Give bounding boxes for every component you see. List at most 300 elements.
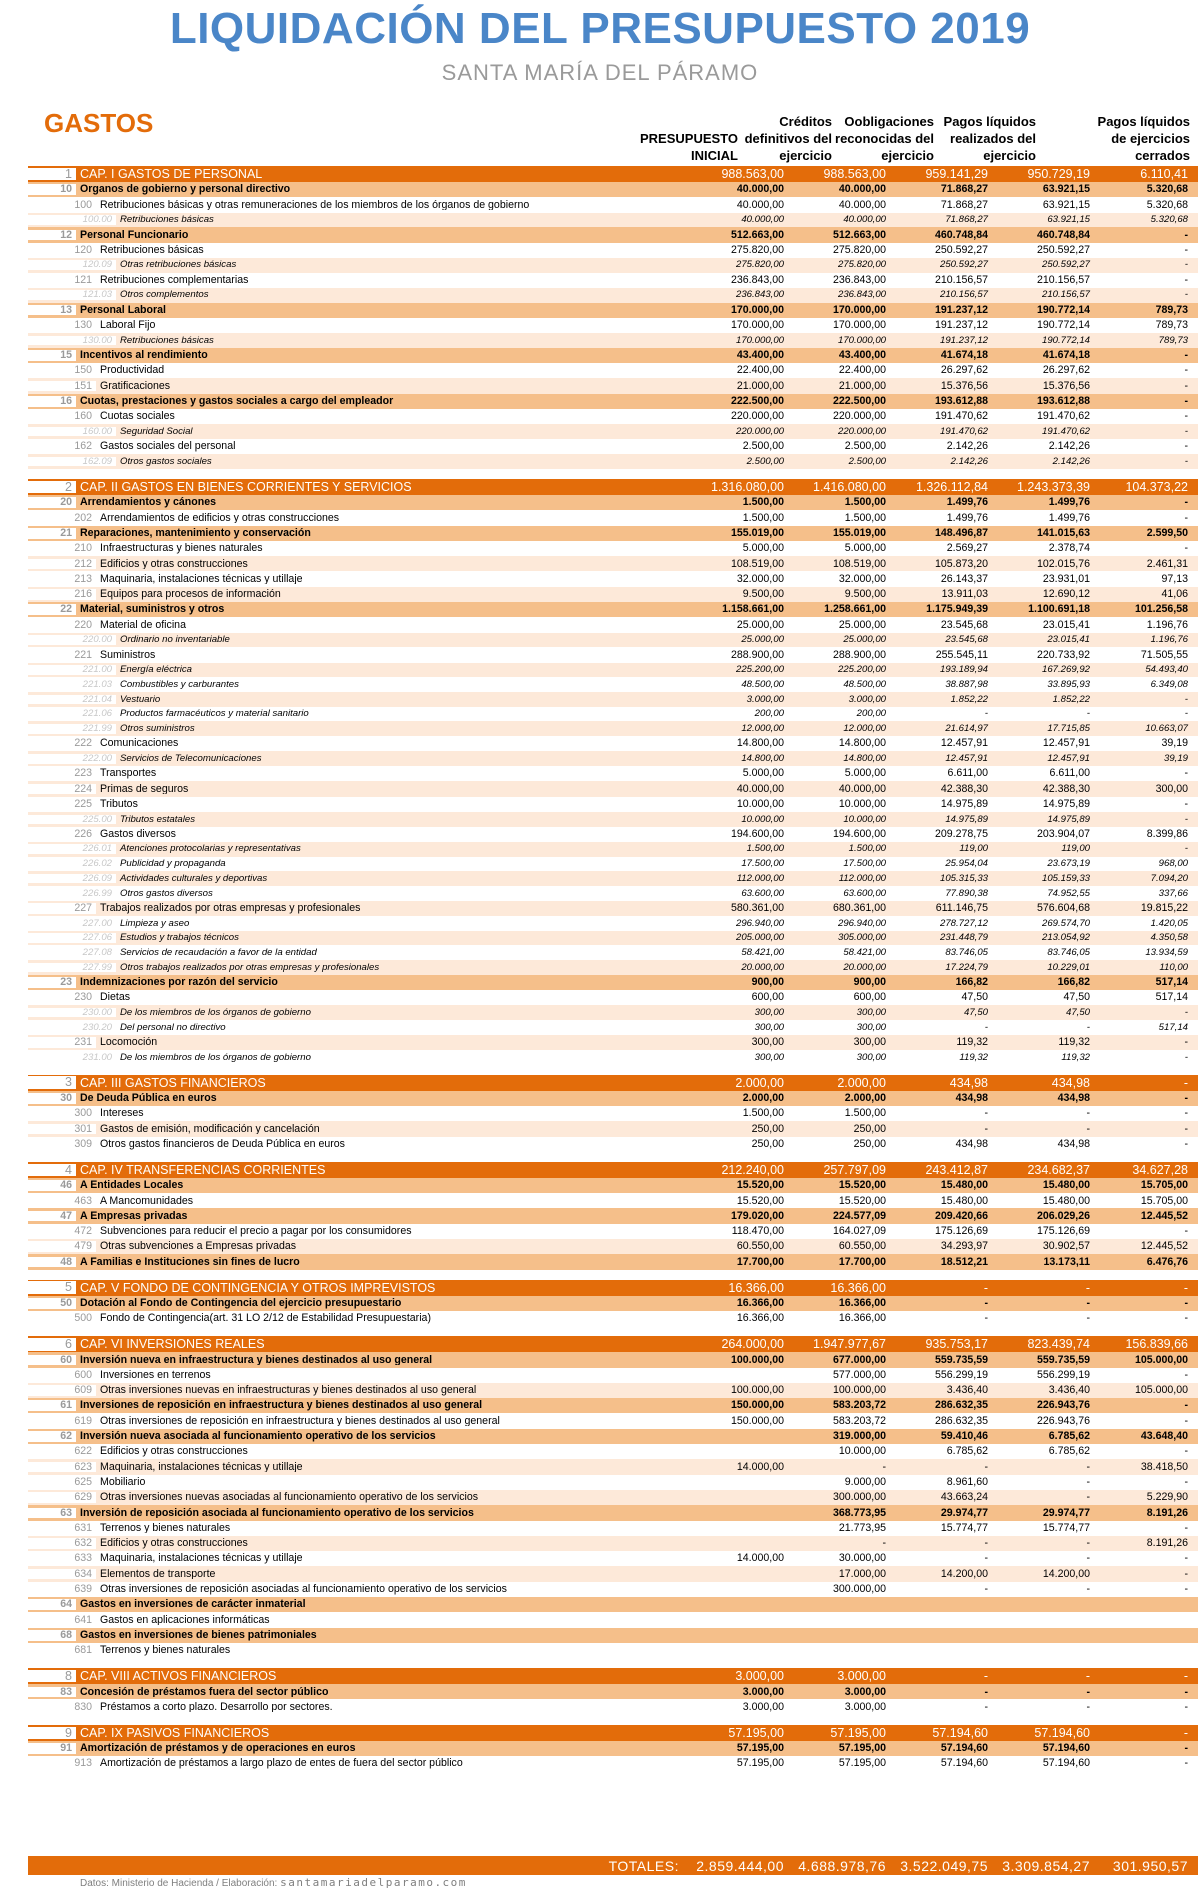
value-pagos-cerrados: 38.418,50 <box>1140 1460 1188 1473</box>
value-pagos-cerrados: 1.420,05 <box>1150 917 1188 929</box>
value-pagos-cerrados: 517,14 <box>1158 1021 1188 1033</box>
value-pagos-cerrados: - <box>1184 542 1188 555</box>
value-pagos-ejercicio: 12.457,91 <box>1042 737 1090 750</box>
row-label: A Entidades Locales <box>80 1180 184 1191</box>
value-obligaciones: - <box>984 1552 988 1565</box>
value-pagos-ejercicio: - <box>1086 1460 1090 1473</box>
value-creditos-definitivos: 220.000,00 <box>837 425 886 437</box>
value-pagos-cerrados: 15.705,00 <box>1140 1179 1188 1192</box>
value-obligaciones: 191.237,12 <box>934 319 988 332</box>
value-presupuesto-inicial: 179.020,00 <box>730 1209 784 1222</box>
value-pagos-cerrados: 789,73 <box>1155 319 1188 332</box>
value-creditos-definitivos: 288.900,00 <box>832 648 886 661</box>
value-obligaciones: 2.569,27 <box>946 542 988 555</box>
row-label: Dietas <box>100 992 131 1003</box>
value-presupuesto-inicial: 100.000,00 <box>730 1353 784 1366</box>
value-obligaciones: 119,00 <box>959 843 988 855</box>
value-creditos-definitivos: 25.000,00 <box>843 634 886 646</box>
row-code: 227 <box>28 903 96 914</box>
value-pagos-ejercicio: 47,50 <box>1063 991 1090 1004</box>
row-code: 21 <box>28 528 76 539</box>
concept-row <box>28 378 1198 393</box>
value-pagos-ejercicio: 1.499,76 <box>1048 496 1090 509</box>
value-creditos-definitivos: 108.519,00 <box>832 557 886 570</box>
value-presupuesto-inicial: 1.500,00 <box>742 1107 784 1120</box>
value-creditos-definitivos: 40.000,00 <box>838 782 886 795</box>
value-presupuesto-inicial: 5.000,00 <box>742 542 784 555</box>
value-creditos-definitivos: 1.500,00 <box>844 496 886 509</box>
value-pagos-cerrados: 5.229,90 <box>1146 1491 1188 1504</box>
value-obligaciones: 959.141,29 <box>925 167 988 181</box>
subconcept-row <box>28 1020 1198 1035</box>
row-code: 10 <box>28 184 76 195</box>
value-creditos-definitivos: 583.203,72 <box>832 1399 886 1412</box>
value-pagos-ejercicio: 823.439,74 <box>1027 1337 1090 1352</box>
row-label: Concesión de préstamos fuera del sector público <box>80 1686 329 1698</box>
concept-row <box>28 1521 1198 1536</box>
value-pagos-cerrados: 2.461,31 <box>1146 557 1188 570</box>
row-code: 300 <box>74 1107 92 1120</box>
value-pagos-cerrados: - <box>1184 243 1188 256</box>
row-label: Terrenos y bienes naturales <box>100 1645 231 1656</box>
value-obligaciones: - <box>983 1280 988 1295</box>
row-label: Personal Laboral <box>80 304 166 316</box>
row-code: 1 <box>28 168 76 181</box>
value-pagos-ejercicio: 226.943,76 <box>1036 1414 1090 1427</box>
value-obligaciones: 14.200,00 <box>940 1567 988 1580</box>
value-presupuesto-inicial: 57.195,00 <box>736 1757 784 1770</box>
row-label: Fondo de Contingencia(art. 31 LO 2/12 de Estabilidad Presupuestaria) <box>100 1313 431 1324</box>
footer-site: santamariadelparamo.com <box>280 1876 467 1889</box>
value-pagos-cerrados: - <box>1184 1006 1188 1018</box>
footer-credits <box>80 1876 467 1889</box>
value-creditos-definitivos: 16.366,00 <box>830 1280 886 1295</box>
row-label: Retribuciones básicas y otras remuneraciones de los miembros de los órganos de gobierno <box>100 199 530 211</box>
value-obligaciones: 15.480,00 <box>940 1179 988 1192</box>
value-pagos-cerrados: - <box>1184 693 1188 705</box>
row-code: 210 <box>74 542 92 555</box>
row-label: CAP. I GASTOS DE PERSONAL <box>80 167 263 181</box>
value-creditos-definitivos: 17.500,00 <box>843 858 886 870</box>
value-creditos-definitivos: 236.843,00 <box>837 289 886 301</box>
value-presupuesto-inicial: 108.519,00 <box>730 557 784 570</box>
value-presupuesto-inicial: 170.000,00 <box>735 334 784 346</box>
row-label: Inversión nueva en infraestructura y bienes destinados al uso general <box>80 1354 433 1366</box>
value-creditos-definitivos: 58.421,00 <box>843 946 886 958</box>
row-code: 629 <box>28 1492 96 1503</box>
value-obligaciones: 191.237,12 <box>934 303 988 316</box>
value-pagos-ejercicio: 559.735,59 <box>1036 1353 1090 1366</box>
value-obligaciones: - <box>984 1312 988 1325</box>
article-row <box>28 602 1198 617</box>
value-pagos-cerrados: 517,14 <box>1155 976 1188 989</box>
value-pagos-cerrados: - <box>1184 455 1188 467</box>
row-code: 120.09 <box>28 260 116 270</box>
spacer-row <box>28 1065 1198 1075</box>
value-pagos-ejercicio: 10.229,01 <box>1047 961 1090 973</box>
value-pagos-cerrados: 1.196,76 <box>1150 634 1188 646</box>
value-creditos-definitivos: 3.000,00 <box>837 1669 886 1684</box>
value-pagos-cerrados: - <box>1184 395 1188 408</box>
value-creditos-definitivos: 32.000,00 <box>838 572 886 585</box>
row-label: A Familias e Instituciones sin fines de lucro <box>80 1256 300 1268</box>
row-code: 50 <box>28 1298 76 1309</box>
value-pagos-cerrados: 300,00 <box>1155 782 1188 795</box>
value-pagos-cerrados: - <box>1184 798 1188 810</box>
value-creditos-definitivos: 3.000,00 <box>848 693 886 705</box>
row-label: Energía eléctrica <box>120 665 192 675</box>
row-label: Cuotas sociales <box>100 411 175 422</box>
row-label: Gratificaciones <box>100 380 171 392</box>
value-pagos-ejercicio: 2.142,26 <box>1048 440 1090 453</box>
column-header-creditos-definitivos: Créditos definitivos del ejercicio <box>744 114 832 163</box>
value-pagos-cerrados: 789,73 <box>1158 334 1188 346</box>
value-obligaciones: 611.146,75 <box>935 902 988 915</box>
value-creditos-definitivos: 220.000,00 <box>832 410 886 423</box>
row-label: CAP. V FONDO DE CONTINGENCIA Y OTROS IMPREVISTOS <box>80 1280 436 1295</box>
value-pagos-ejercicio: 1.100.691,18 <box>1028 603 1090 616</box>
value-pagos-cerrados: - <box>1184 410 1188 423</box>
concept-row <box>28 1383 1198 1398</box>
value-obligaciones: 935.753,17 <box>925 1337 988 1352</box>
article-row <box>28 227 1198 242</box>
subconcept-row <box>28 707 1198 722</box>
value-pagos-cerrados: - <box>1184 843 1188 855</box>
value-presupuesto-inicial: 222.500,00 <box>730 395 784 408</box>
value-obligaciones: - <box>984 1700 988 1713</box>
row-code: 5 <box>28 1281 76 1294</box>
value-obligaciones: 434,98 <box>955 1092 988 1105</box>
value-pagos-ejercicio: 6.785,62 <box>1048 1445 1090 1458</box>
value-presupuesto-inicial: 200,00 <box>754 708 784 720</box>
row-label: Combustibles y carburantes <box>120 679 239 690</box>
value-pagos-ejercicio: - <box>1086 1475 1090 1488</box>
chapter-row <box>28 479 1198 495</box>
value-obligaciones: 193.189,94 <box>939 664 988 676</box>
value-creditos-definitivos: 10.000,00 <box>838 798 886 810</box>
value-pagos-cerrados: - <box>1184 767 1188 780</box>
value-pagos-ejercicio: 23.015,41 <box>1047 634 1090 646</box>
value-creditos-definitivos: 164.027,09 <box>832 1225 886 1238</box>
value-pagos-ejercicio: - <box>1086 1312 1090 1325</box>
total-pagos-ejercicio: 3.309.854,27 <box>1002 1857 1090 1874</box>
value-pagos-ejercicio: - <box>1086 1297 1090 1309</box>
chapter-row <box>28 166 1198 182</box>
row-label: Gastos en aplicaciones informáticas <box>100 1614 270 1626</box>
value-pagos-cerrados: 39,19 <box>1163 752 1188 764</box>
value-pagos-cerrados: 12.445,52 <box>1140 1209 1188 1222</box>
value-pagos-cerrados: - <box>1184 1092 1188 1105</box>
row-label: Elementos de transporte <box>100 1568 216 1580</box>
row-code: 8 <box>28 1670 76 1683</box>
value-pagos-cerrados: - <box>1184 813 1188 825</box>
value-presupuesto-inicial: 22.400,00 <box>736 364 784 377</box>
value-pagos-ejercicio: 57.194,60 <box>1042 1757 1090 1770</box>
value-obligaciones: 119,32 <box>959 1051 988 1063</box>
value-creditos-definitivos: 1.947.977,67 <box>813 1337 886 1352</box>
subconcept-row <box>28 931 1198 946</box>
concept-row <box>28 409 1198 424</box>
value-creditos-definitivos: 16.366,00 <box>838 1312 886 1325</box>
value-creditos-definitivos: 200,00 <box>856 708 886 720</box>
value-obligaciones: 38.887,98 <box>945 678 988 690</box>
concept-row <box>28 1566 1198 1581</box>
value-pagos-ejercicio: - <box>1086 1107 1090 1120</box>
row-label: A Empresas privadas <box>80 1210 188 1222</box>
row-code: 472 <box>74 1225 92 1238</box>
value-pagos-cerrados: 5.320,68 <box>1146 198 1188 211</box>
value-pagos-ejercicio: 193.612,88 <box>1036 395 1090 408</box>
value-obligaciones: 12.457,91 <box>940 737 988 750</box>
row-label: Ordinario no inventariable <box>120 635 230 645</box>
value-creditos-definitivos: 600,00 <box>853 991 886 1004</box>
total-presupuesto-inicial: 2.859.444,00 <box>696 1857 784 1874</box>
value-pagos-cerrados: - <box>1184 273 1188 286</box>
value-obligaciones: 18.512,21 <box>940 1255 988 1268</box>
concept-row <box>28 571 1198 586</box>
value-pagos-ejercicio: 190.772,14 <box>1041 334 1090 346</box>
totals-row <box>28 1856 1198 1875</box>
article-row <box>28 1597 1198 1612</box>
value-pagos-cerrados: - <box>1184 1414 1188 1427</box>
value-obligaciones: 17.224,79 <box>945 961 988 973</box>
row-label: Inversión nueva asociada al funcionamiento operativo de los servicios <box>80 1431 436 1442</box>
row-label: Transportes <box>100 768 157 779</box>
value-presupuesto-inicial: 1.500,00 <box>742 496 784 509</box>
value-pagos-ejercicio: 119,00 <box>1061 843 1090 855</box>
chapter-row <box>28 1336 1198 1352</box>
row-code: 6 <box>28 1338 76 1351</box>
value-creditos-definitivos: 2.500,00 <box>848 455 886 467</box>
row-label: Retribuciones básicas <box>100 244 204 256</box>
value-presupuesto-inicial: 16.366,00 <box>728 1280 784 1295</box>
subconcept-row <box>28 721 1198 736</box>
row-label: Infraestructuras y bienes naturales <box>100 543 263 554</box>
row-code: 221.04 <box>28 695 116 705</box>
article-row <box>28 394 1198 409</box>
value-presupuesto-inicial: 1.316.080,00 <box>711 479 784 494</box>
value-pagos-cerrados: 39,19 <box>1161 737 1188 750</box>
row-code: 22 <box>28 604 76 615</box>
value-creditos-definitivos: 12.000,00 <box>843 722 886 734</box>
row-code: 230.00 <box>28 1008 116 1018</box>
row-code: 639 <box>74 1583 92 1596</box>
row-code: 225.00 <box>28 815 116 825</box>
row-label: Arrendamientos de edificios y otras construcciones <box>100 512 340 524</box>
value-pagos-ejercicio: - <box>1086 1021 1090 1033</box>
value-presupuesto-inicial: 988.563,00 <box>721 167 784 181</box>
subconcept-row <box>28 213 1198 228</box>
article-row <box>28 1505 1198 1520</box>
subconcept-row <box>28 751 1198 766</box>
article-row <box>28 182 1198 197</box>
article-row <box>28 1178 1198 1193</box>
row-code: 68 <box>28 1630 76 1641</box>
value-pagos-cerrados: 15.705,00 <box>1140 1194 1188 1207</box>
value-pagos-ejercicio: 14.975,89 <box>1047 813 1090 825</box>
value-pagos-cerrados: - <box>1184 1475 1188 1488</box>
value-creditos-definitivos: 236.843,00 <box>832 273 886 286</box>
subconcept-row <box>28 454 1198 469</box>
chapter-row <box>28 1075 1198 1091</box>
value-pagos-ejercicio: 175.126,69 <box>1036 1225 1090 1238</box>
row-code: 221.03 <box>82 678 112 690</box>
article-row <box>28 1296 1198 1311</box>
value-presupuesto-inicial: 60.550,00 <box>736 1240 784 1253</box>
value-obligaciones: 25.954,04 <box>945 858 988 870</box>
value-creditos-definitivos: 1.500,00 <box>844 1107 886 1120</box>
value-pagos-cerrados: - <box>1184 1297 1188 1309</box>
value-pagos-ejercicio: 250.592,27 <box>1036 243 1090 256</box>
row-label: Maquinaria, instalaciones técnicas y utillaje <box>100 1461 303 1473</box>
value-creditos-definitivos: 250,00 <box>853 1122 886 1135</box>
row-code: 212 <box>28 559 96 570</box>
row-code: 91 <box>28 1743 76 1754</box>
row-label: Otras subvenciones a Empresas privadas <box>100 1241 297 1252</box>
value-obligaciones: 47,50 <box>961 991 988 1004</box>
row-code: 301 <box>28 1124 96 1135</box>
value-creditos-definitivos: 300,00 <box>853 1036 886 1049</box>
value-pagos-cerrados: - <box>1184 1051 1188 1063</box>
value-creditos-definitivos: 57.195,00 <box>838 1757 886 1770</box>
value-pagos-cerrados: - <box>1184 1225 1188 1238</box>
concept-row <box>28 901 1198 916</box>
value-presupuesto-inicial: 3.000,00 <box>742 1700 784 1713</box>
row-code: 13 <box>28 305 76 316</box>
value-pagos-cerrados: - <box>1184 1700 1188 1713</box>
value-pagos-ejercicio: 191.470,62 <box>1041 425 1090 437</box>
value-obligaciones: 559.735,59 <box>934 1353 988 1366</box>
value-pagos-ejercicio: 434,98 <box>1051 1075 1090 1090</box>
value-presupuesto-inicial: 43.400,00 <box>736 349 784 362</box>
value-pagos-ejercicio: - <box>1086 1700 1090 1713</box>
row-code: 609 <box>28 1385 96 1396</box>
subconcept-row <box>28 333 1198 348</box>
value-creditos-definitivos: 275.820,00 <box>837 259 886 271</box>
value-obligaciones: 13.911,03 <box>941 588 988 601</box>
row-label: Locomoción <box>100 1037 158 1048</box>
concept-row <box>28 766 1198 781</box>
row-label: Otros gastos sociales <box>120 456 212 467</box>
value-pagos-cerrados: 105.000,00 <box>1134 1353 1188 1366</box>
row-code: 160.00 <box>28 427 116 437</box>
value-pagos-cerrados: 12.445,52 <box>1140 1240 1188 1253</box>
row-label: Limpieza y aseo <box>120 918 190 929</box>
value-pagos-cerrados: 337,66 <box>1158 887 1188 899</box>
value-obligaciones: 209.420,66 <box>934 1209 988 1222</box>
value-presupuesto-inicial: 3.000,00 <box>746 693 784 705</box>
value-pagos-cerrados: - <box>1184 511 1188 524</box>
value-pagos-cerrados: - <box>1184 1567 1188 1580</box>
row-label: Tributos estatales <box>120 814 196 825</box>
article-row <box>28 1352 1198 1367</box>
row-label: De Deuda Pública en euros <box>80 1093 217 1104</box>
row-label: Maquinaria, instalaciones técnicas y utillaje <box>100 573 303 585</box>
value-pagos-cerrados: - <box>1184 1122 1188 1135</box>
row-label: Personal Funcionario <box>80 229 189 241</box>
value-pagos-cerrados: 101.256,58 <box>1134 603 1188 616</box>
value-creditos-definitivos: 319.000,00 <box>832 1430 886 1443</box>
value-pagos-ejercicio: 220.733,92 <box>1036 648 1090 661</box>
row-label: De los miembros de los órganos de gobierno <box>120 1052 311 1063</box>
value-pagos-ejercicio: 167.269,92 <box>1041 664 1090 676</box>
value-creditos-definitivos: 194.600,00 <box>832 827 886 840</box>
value-presupuesto-inicial: 250,00 <box>751 1122 784 1135</box>
value-pagos-ejercicio: 226.943,76 <box>1036 1399 1090 1412</box>
value-creditos-definitivos: 3.000,00 <box>844 1685 886 1698</box>
row-label: Del personal no directivo <box>120 1022 226 1033</box>
row-code: 641 <box>74 1613 92 1626</box>
value-creditos-definitivos: 57.195,00 <box>830 1725 886 1740</box>
subconcept-row <box>28 633 1198 648</box>
value-obligaciones: 21.614,97 <box>945 722 988 734</box>
concept-row <box>28 273 1198 288</box>
row-label: Otras inversiones de reposición asociadas al funcionamiento operativo de los servicios <box>100 1584 507 1595</box>
value-obligaciones: 57.194,60 <box>932 1725 988 1740</box>
row-code: 162 <box>74 440 92 453</box>
row-label: Otros gastos financieros de Deuda Pública en euros <box>100 1138 345 1150</box>
concept-row <box>28 1612 1198 1627</box>
row-code: 226.99 <box>82 887 112 899</box>
value-creditos-definitivos: 577.000,00 <box>832 1368 886 1381</box>
subconcept-row <box>28 945 1198 960</box>
value-creditos-definitivos: 17.700,00 <box>838 1255 886 1268</box>
row-label: Gastos en inversiones de bienes patrimoniales <box>80 1629 317 1641</box>
value-creditos-definitivos: 60.550,00 <box>838 1240 886 1253</box>
total-creditos-definitivos: 4.688.978,76 <box>798 1857 886 1874</box>
concept-row <box>28 1699 1198 1714</box>
row-code: 227.00 <box>82 917 112 929</box>
value-presupuesto-inicial: 100.000,00 <box>730 1384 784 1397</box>
row-label: Arrendamientos y cánones <box>80 497 216 508</box>
value-presupuesto-inicial: 155.019,00 <box>730 526 784 539</box>
value-obligaciones: 71.868,27 <box>940 183 988 196</box>
row-label: CAP. IV TRANSFERENCIAS CORRIENTES <box>80 1162 326 1177</box>
value-pagos-ejercicio: 1.243.373,39 <box>1017 479 1090 494</box>
row-label: CAP. VIII ACTIVOS FINANCIEROS <box>80 1669 277 1684</box>
value-pagos-ejercicio: 1.499,76 <box>1048 511 1090 524</box>
value-presupuesto-inicial: 600,00 <box>751 991 784 1004</box>
value-presupuesto-inicial: 220.000,00 <box>730 410 784 423</box>
value-creditos-definitivos: 15.520,00 <box>838 1194 886 1207</box>
value-creditos-definitivos: 300.000,00 <box>832 1583 886 1596</box>
row-code: 3 <box>28 1076 76 1089</box>
concept-row <box>28 363 1198 378</box>
value-pagos-ejercicio: - <box>1086 1583 1090 1596</box>
value-creditos-definitivos: 1.258.661,00 <box>824 603 886 616</box>
row-code: 12 <box>28 230 76 241</box>
value-obligaciones: 6.785,62 <box>946 1445 988 1458</box>
spacer-row <box>28 1152 1198 1162</box>
row-label: A Mancomunidades <box>100 1195 194 1207</box>
value-presupuesto-inicial: 25.000,00 <box>736 618 784 631</box>
value-presupuesto-inicial: 2.500,00 <box>742 440 784 453</box>
row-code: 130 <box>74 319 92 332</box>
value-pagos-ejercicio: 434,98 <box>1057 1092 1090 1105</box>
value-presupuesto-inicial: 220.000,00 <box>735 425 784 437</box>
row-label: Edificios y otras construcciones <box>100 1538 248 1549</box>
article-row <box>28 1628 1198 1643</box>
row-code: 63 <box>28 1508 76 1519</box>
value-creditos-definitivos: 257.797,09 <box>823 1162 886 1177</box>
value-creditos-definitivos: 170.000,00 <box>837 334 886 346</box>
value-presupuesto-inicial: 20.000,00 <box>741 961 784 973</box>
concept-row <box>28 1239 1198 1254</box>
value-pagos-ejercicio: 29.974,77 <box>1042 1506 1090 1519</box>
row-label: Préstamos a corto plazo. Desarrollo por sectores. <box>100 1701 333 1713</box>
value-obligaciones: 47,50 <box>963 1006 988 1018</box>
value-obligaciones: - <box>983 1669 988 1684</box>
